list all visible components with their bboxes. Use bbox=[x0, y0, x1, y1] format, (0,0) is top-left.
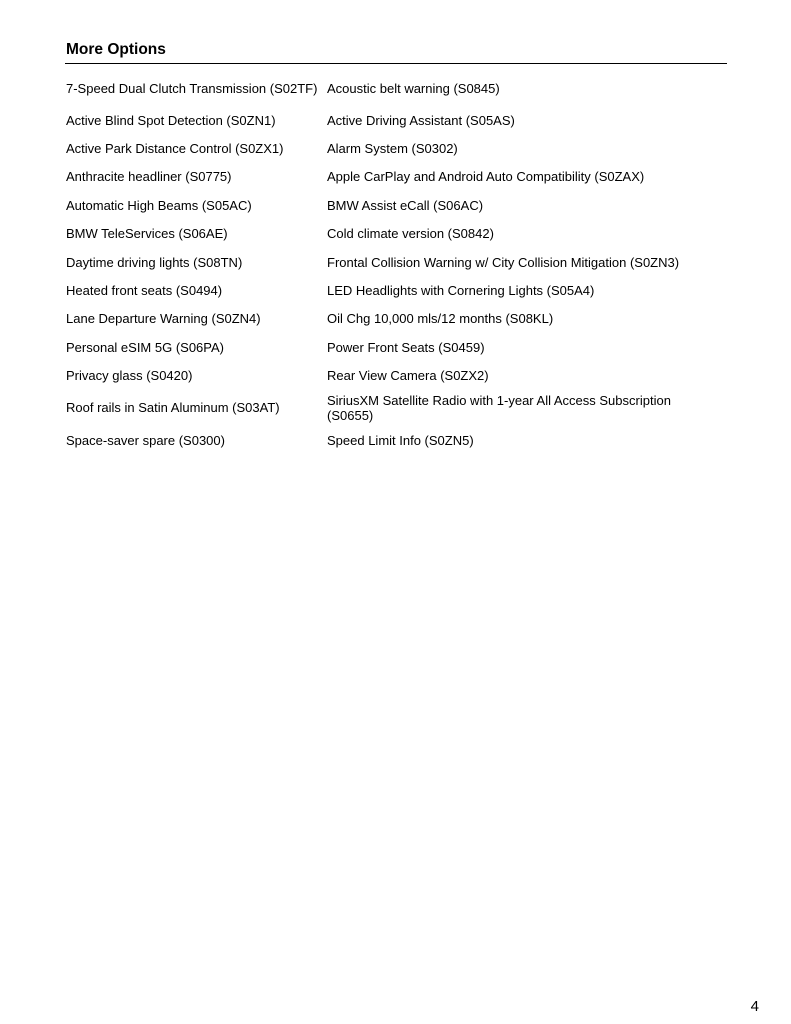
option-right: LED Headlights with Cornering Lights (S05A4) bbox=[327, 283, 595, 299]
option-right: Oil Chg 10,000 mls/12 months (S08KL) bbox=[327, 311, 554, 327]
table-row bbox=[66, 220, 706, 248]
option-right: Acoustic belt warning (S0845) bbox=[327, 80, 500, 96]
option-left: BMW TeleServices (S06AE) bbox=[66, 226, 228, 242]
table-row bbox=[66, 106, 706, 134]
option-left: Heated front seats (S0494) bbox=[66, 283, 223, 299]
table-row bbox=[66, 248, 706, 276]
table-row bbox=[66, 305, 706, 333]
option-right: Speed Limit Info (S0ZN5) bbox=[327, 432, 474, 448]
options-table bbox=[66, 70, 706, 454]
option-right: BMW Assist eCall (S06AC) bbox=[327, 197, 484, 213]
option-left: Lane Departure Warning (S0ZN4) bbox=[66, 311, 261, 327]
option-right: Rear View Camera (S0ZX2) bbox=[327, 368, 489, 384]
table-row bbox=[66, 276, 706, 304]
table-row bbox=[66, 163, 706, 191]
option-right: Cold climate version (S0842) bbox=[327, 226, 494, 242]
page-number: 4 bbox=[750, 998, 759, 1015]
option-right: Active Driving Assistant (S05AS) bbox=[327, 112, 515, 128]
table-row bbox=[66, 134, 706, 162]
option-right: SiriusXM Satellite Radio with 1-year All Access Subscription (S0655) bbox=[327, 392, 671, 423]
option-left: Automatic High Beams (S05AC) bbox=[66, 197, 252, 213]
option-right: Power Front Seats (S0459) bbox=[327, 339, 485, 355]
option-left: 7-Speed Dual Clutch Transmission (S02TF) bbox=[66, 80, 318, 96]
section-title: More Options bbox=[66, 41, 166, 58]
option-left: Anthracite headliner (S0775) bbox=[66, 169, 232, 185]
table-row bbox=[66, 70, 706, 106]
option-right: Alarm System (S0302) bbox=[327, 141, 458, 157]
option-left: Personal eSIM 5G (S06PA) bbox=[66, 339, 224, 355]
option-left: Active Blind Spot Detection (S0ZN1) bbox=[66, 112, 276, 128]
option-left: Space-saver spare (S0300) bbox=[66, 432, 225, 448]
option-left: Privacy glass (S0420) bbox=[66, 368, 193, 384]
section-divider bbox=[65, 63, 727, 64]
table-row bbox=[66, 362, 706, 390]
table-row bbox=[66, 191, 706, 219]
table-row bbox=[66, 390, 706, 426]
table-row bbox=[66, 333, 706, 361]
option-left: Active Park Distance Control (S0ZX1) bbox=[66, 141, 284, 157]
option-left: Roof rails in Satin Aluminum (S03AT) bbox=[66, 400, 280, 416]
option-right: Frontal Collision Warning w/ City Collision Mitigation (S0ZN3) bbox=[327, 254, 680, 270]
option-left: Daytime driving lights (S08TN) bbox=[66, 254, 243, 270]
table-row bbox=[66, 426, 706, 454]
option-right: Apple CarPlay and Android Auto Compatibility (S0ZAX) bbox=[327, 169, 645, 185]
